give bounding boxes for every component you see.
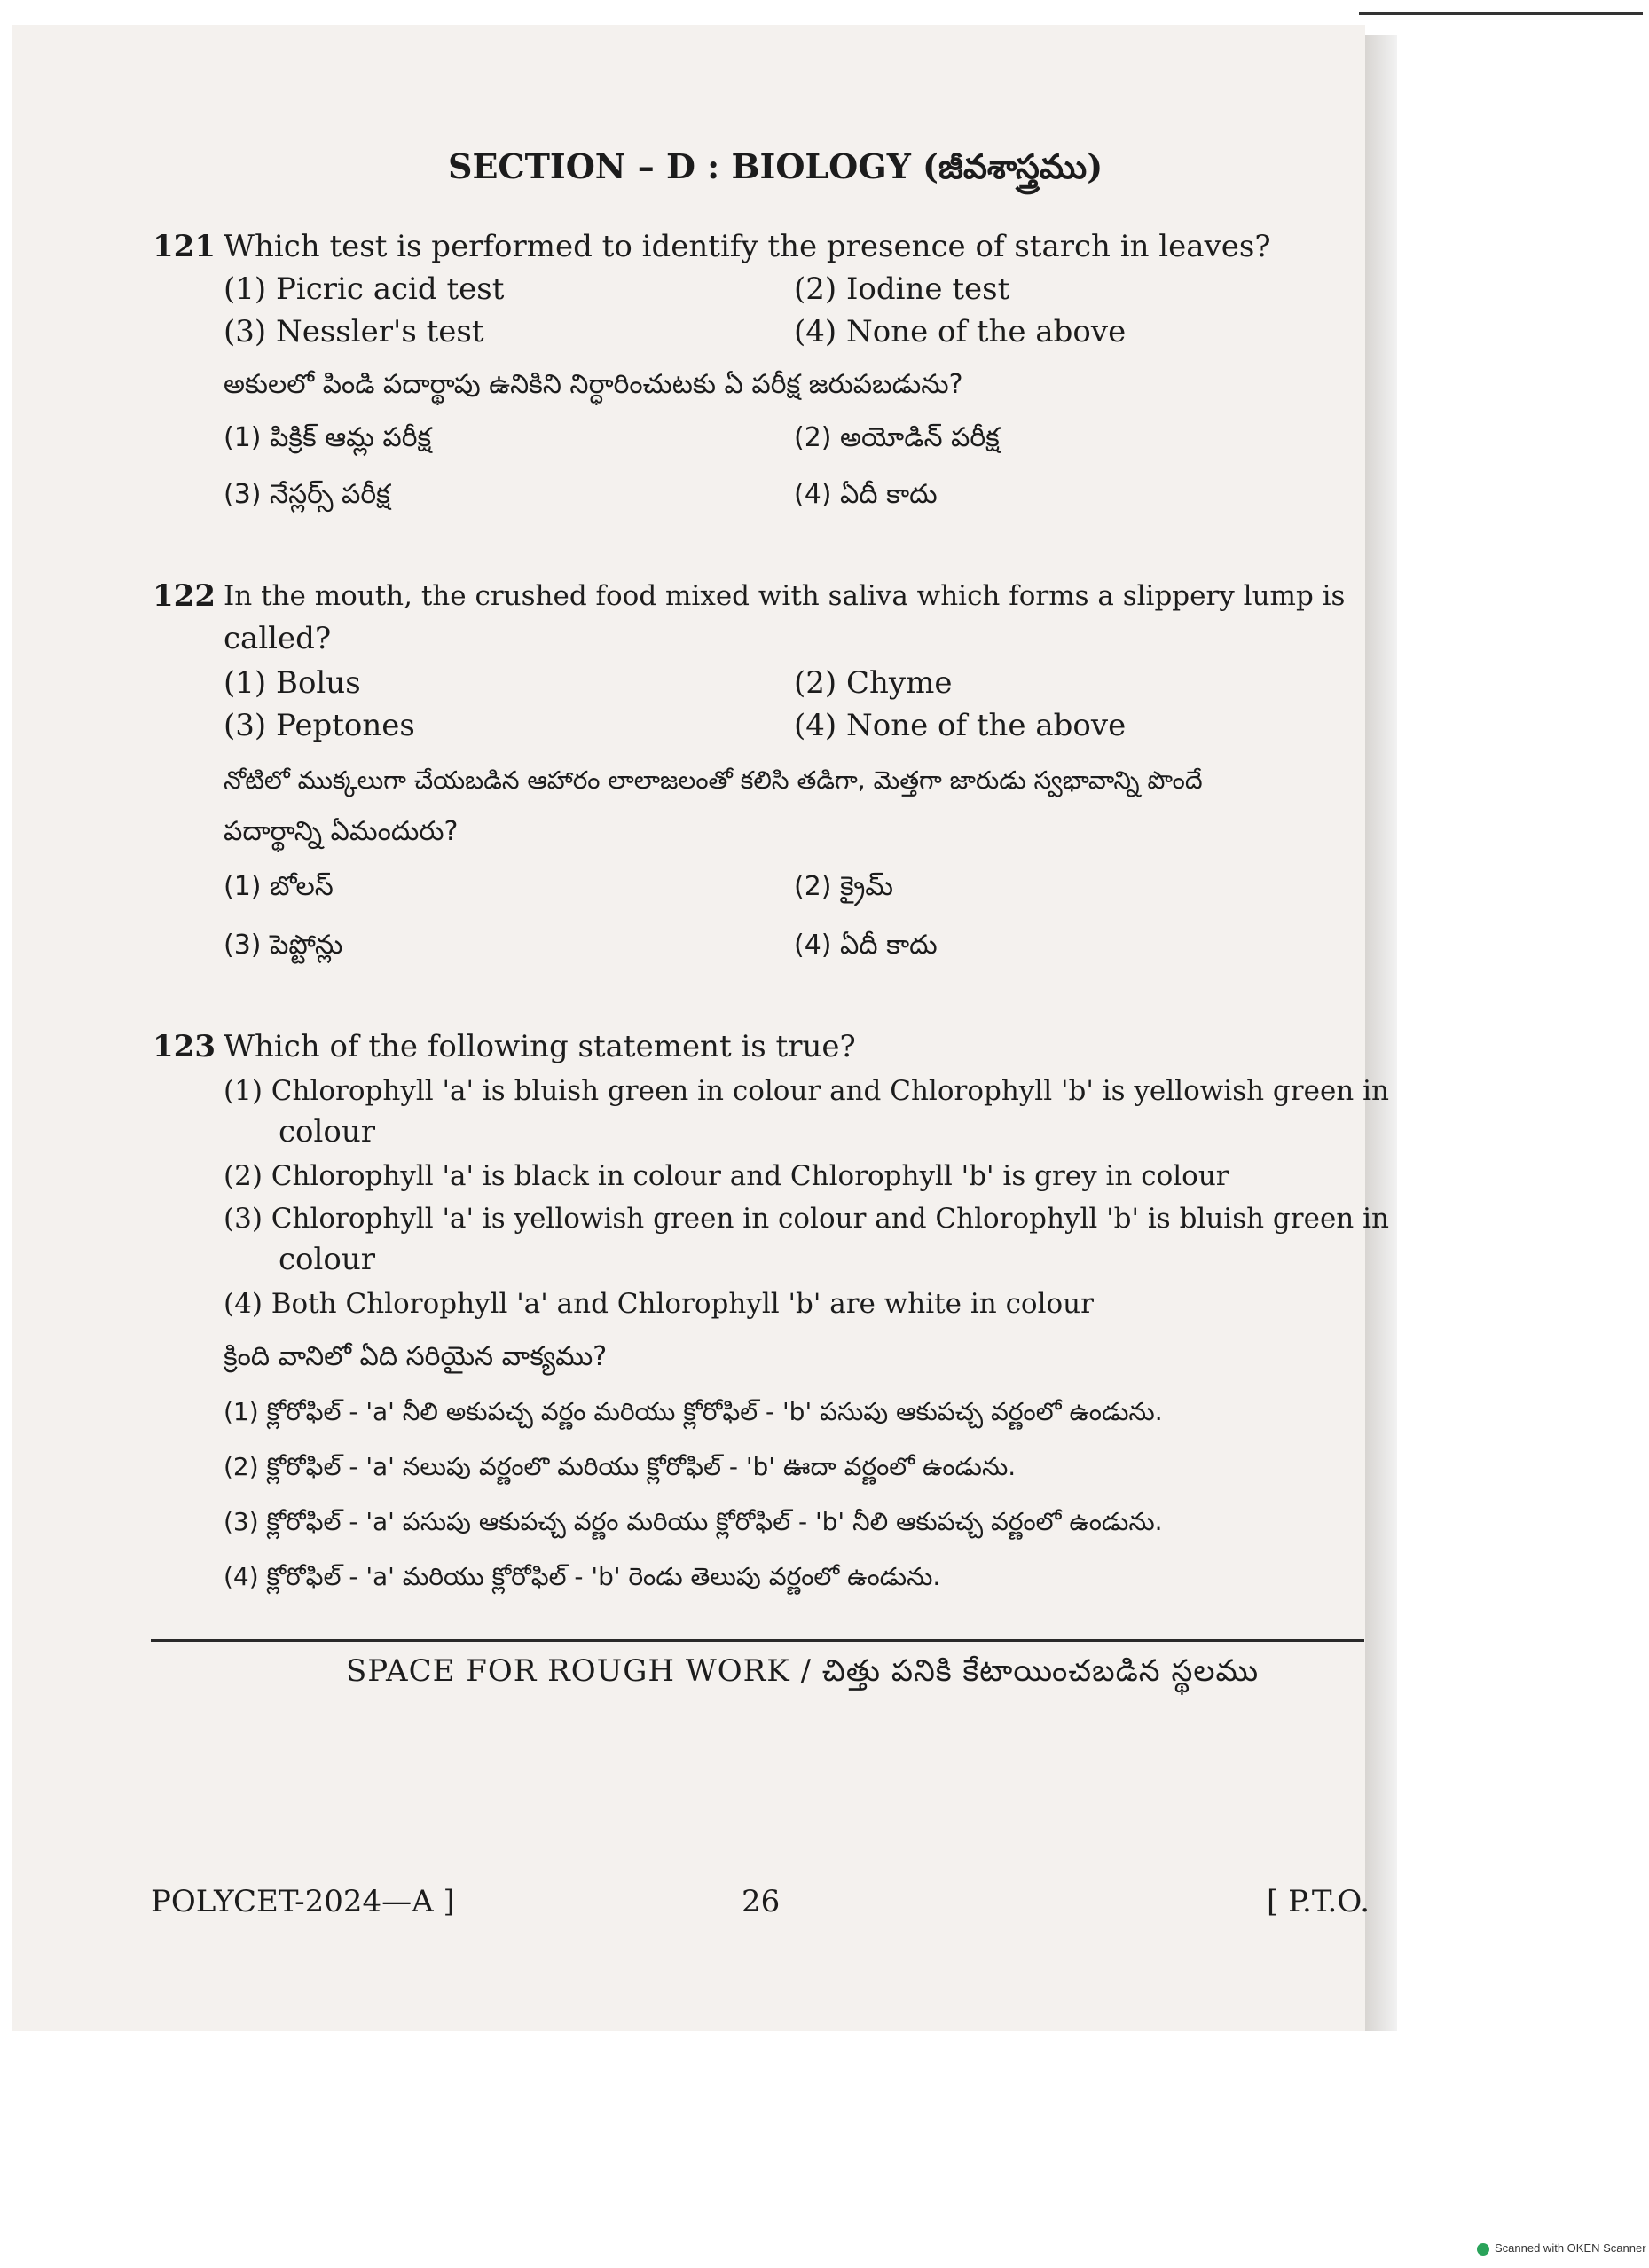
rough-work-label: SPACE FOR ROUGH WORK / చిత్తు పనికి కేటాయించబడిన స్థలము — [346, 1653, 1260, 1689]
q121-option-1-te: (1) పిక్రిక్ ఆమ్ల పరీక్ష — [224, 422, 432, 453]
q123-option-3-en-line2: colour — [279, 1242, 376, 1277]
q123-option-3-en-line1: (3) Chlorophyll 'a' is yellowish green in colour and Chlorophyll 'b' is bluish green in — [224, 1203, 1389, 1235]
question-number-123: 123 — [153, 1029, 216, 1064]
question-122-telugu-line2: పదార్థాన్ని ఏమందురు? — [224, 816, 459, 847]
q123-option-2-te: (2) క్లోరోఫిల్ - 'a' నలుపు వర్ణంలొ మరియు క్లోరోఫిల్ - 'b' ఊదా వర్ణంలో ఉండును. — [224, 1452, 1017, 1481]
q123-option-1-en-line2: colour — [279, 1114, 376, 1150]
question-122-telugu-line1: నోటిలో ముక్కలుగా చేయబడిన ఆహారం లాలాజలంతో కలిసి తడిగా, మెత్తగా జారుడు స్వభావాన్ని పొందే — [224, 765, 1203, 795]
q122-option-2-en: (2) Chyme — [794, 665, 953, 701]
q122-option-4-te: (4) ఏదీ కాదు — [794, 930, 938, 961]
footer-pto: [ P.T.O. — [1267, 1884, 1370, 1919]
page-edge-shadow — [1365, 35, 1397, 2031]
q122-option-1-te: (1) బోలస్ — [224, 871, 334, 902]
q121-option-2-te: (2) అయోడిన్ పరీక్ష — [794, 422, 1000, 453]
q121-option-4-en: (4) None of the above — [794, 314, 1127, 349]
footer-exam-code: POLYCET-2024—A ] — [151, 1884, 455, 1919]
q121-option-3-en: (3) Nessler's test — [224, 314, 484, 349]
q121-option-1-en: (1) Picric acid test — [224, 271, 505, 307]
question-123-english: Which of the following statement is true? — [224, 1029, 856, 1064]
q123-option-2-en: (2) Chlorophyll 'a' is black in colour and Chlorophyll 'b' is grey in colour — [224, 1160, 1229, 1192]
footer-page-number: 26 — [742, 1884, 781, 1919]
section-heading: SECTION – D : BIOLOGY (జీవశాస్త్రము) — [448, 146, 1103, 186]
q122-option-3-te: (3) పెప్టోన్లు — [224, 930, 343, 961]
q123-option-4-te: (4) క్లోరోఫిల్ - 'a' మరియు క్లోరోఫిల్ - 'b' రెండు తెలుపు వర్ణంలో ఉండును. — [224, 1562, 941, 1591]
scan-edge-mark — [1359, 0, 1643, 15]
exam-page — [12, 25, 1365, 2031]
q122-option-3-en: (3) Peptones — [224, 708, 415, 743]
q121-option-2-en: (2) Iodine test — [794, 271, 1010, 307]
q123-option-1-en-line1: (1) Chlorophyll 'a' is bluish green in colour and Chlorophyll 'b' is yellowish green in — [224, 1075, 1389, 1107]
question-number-122: 122 — [153, 578, 216, 614]
scanner-logo-icon — [1477, 2243, 1489, 2256]
q122-option-2-te: (2) క్రైమ్ — [794, 871, 894, 902]
q121-option-4-te: (4) ఏదీ కాదు — [794, 479, 938, 510]
question-number-121: 121 — [153, 229, 216, 264]
q122-option-1-en: (1) Bolus — [224, 665, 361, 701]
question-121-telugu: అకులలో పిండి పదార్థాపు ఉనికిని నిర్ధారించుటకు ఏ పరీక్ష జరుపబడును? — [224, 369, 963, 400]
q121-option-3-te: (3) నేస్లర్స్ పరీక్ష — [224, 479, 390, 510]
question-123-telugu: క్రింది వానిలో ఏది సరియైన వాక్యము? — [224, 1341, 608, 1372]
scanner-watermark — [1477, 2241, 1646, 2256]
question-122-english-line1: In the mouth, the crushed food mixed with saliva which forms a slippery lump is — [224, 580, 1346, 612]
rough-work-divider — [151, 1639, 1364, 1642]
question-121-english: Which test is performed to identify the presence of starch in leaves? — [224, 229, 1271, 264]
scanner-text: Scanned with OKEN Scanner — [1495, 2241, 1646, 2255]
q122-option-4-en: (4) None of the above — [794, 708, 1127, 743]
q123-option-4-en: (4) Both Chlorophyll 'a' and Chlorophyll 'b' are white in colour — [224, 1288, 1094, 1320]
q123-option-1-te: (1) క్లోరోఫిల్ - 'a' నీలి అకుపచ్చ వర్ణం మరియు క్లోరోఫిల్ - 'b' పసుపు ఆకుపచ్చ వర్ణంలో ఉండును. — [224, 1397, 1163, 1426]
question-122-english-line2: called? — [224, 621, 332, 656]
q123-option-3-te: (3) క్లోరోఫిల్ - 'a' పసుపు ఆకుపచ్చ వర్ణం మరియు క్లోరోఫిల్ - 'b' నీలి ఆకుపచ్చ వర్ణంలో ఉండును. — [224, 1507, 1163, 1536]
